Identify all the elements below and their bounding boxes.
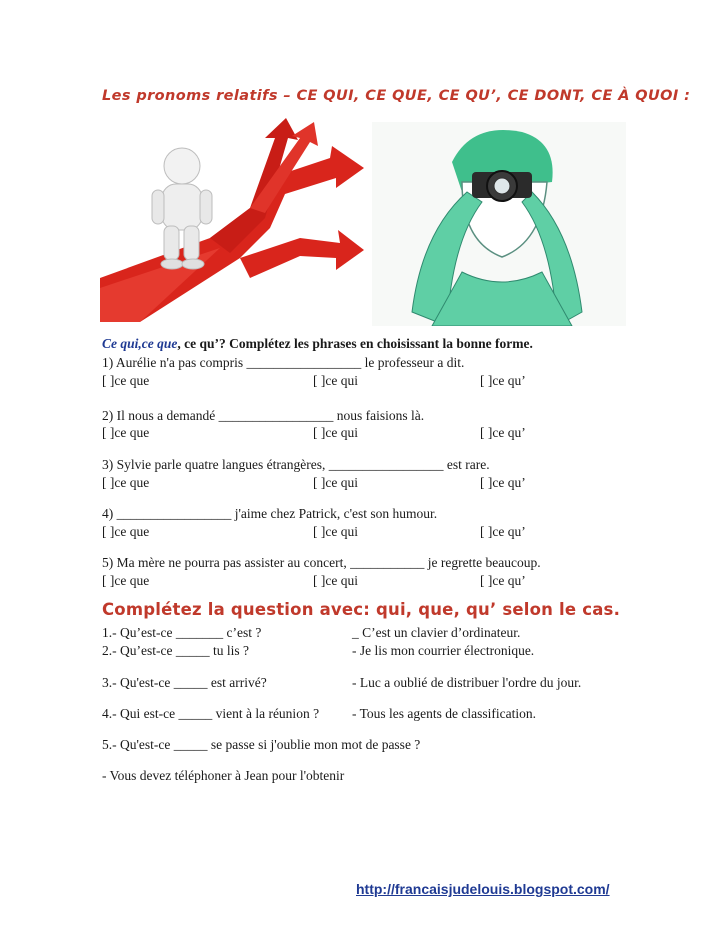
ex1-option[interactable]: [ ]ce qu’ — [480, 425, 526, 440]
ex2-question-4: 4.- Qui est-ce _____ vient à la réunion ? — [102, 706, 320, 721]
ex2-question-3: 3.- Qu'est-ce _____ est arrivé? — [102, 675, 267, 690]
section2-heading: Complétez la question avec: qui, que, qu’ selon le cas. — [102, 600, 621, 619]
ex1-option[interactable]: [ ]ce qui — [313, 475, 358, 490]
ex1-option[interactable]: [ ]ce que — [102, 573, 150, 588]
ex1-option[interactable]: [ ]ce que — [102, 475, 150, 490]
ex1-option[interactable]: [ ]ce qu’ — [480, 573, 526, 588]
ex2-answer-2: - Je lis mon courrier électronique. — [352, 643, 535, 658]
ex1-sentence-2: 2) Il nous a demandé _________________ nous faisions là. — [102, 408, 425, 423]
ex1-sentence-4: 4) _________________ j'aime chez Patrick, c'est son humour. — [102, 506, 438, 521]
ex2-question-1: 1.- Qu’est-ce _______ c’est ? — [102, 625, 262, 640]
footer-link[interactable]: http://francaisjudelouis.blogspot.com/ — [356, 881, 610, 897]
ex2-answer-1: _ C’est un clavier d’ordinateur. — [352, 625, 521, 640]
ex1-option[interactable]: [ ]ce qu’ — [480, 524, 526, 539]
ex1-option[interactable]: [ ]ce qui — [313, 373, 358, 388]
ex1-option[interactable]: [ ]ce qu’ — [480, 475, 526, 490]
instruction — [102, 336, 533, 352]
ex2-answer-3: - Luc a oublié de distribuer l'ordre du jour. — [352, 675, 582, 690]
arrows-illustration — [100, 118, 364, 322]
instruction-lead: Ce qui,ce que — [102, 336, 178, 351]
ex1-option[interactable]: [ ]ce qui — [313, 573, 358, 588]
ex2-answer-5: - Vous devez téléphoner à Jean pour l'obtenir — [102, 768, 345, 783]
instruction-rest: , ce qu’? Complétez les phrases en choisissant la bonne forme. — [177, 336, 533, 351]
page-title: Les pronoms relatifs – CE QUI, CE QUE, CE QU’, CE DONT, CE À QUOI : — [102, 88, 691, 104]
ex2-question-2: 2.- Qu’est-ce _____ tu lis ? — [102, 643, 249, 658]
ex1-sentence-1: 1) Aurélie n'a pas compris _________________ le professeur a dit. — [102, 355, 465, 370]
ex2-question-5: 5.- Qu'est-ce _____ se passe si j'oublie mon mot de passe ? — [102, 737, 421, 752]
ex1-option[interactable]: [ ]ce que — [102, 373, 150, 388]
ex1-option[interactable]: [ ]ce qu’ — [480, 373, 526, 388]
ex1-option[interactable]: [ ]ce que — [102, 524, 150, 539]
photographer-illustration — [372, 122, 626, 326]
ex1-sentence-3: 3) Sylvie parle quatre langues étrangères, _________________ est rare. — [102, 457, 490, 472]
ex1-option[interactable]: [ ]ce qui — [313, 425, 358, 440]
ex1-option[interactable]: [ ]ce que — [102, 425, 150, 440]
ex1-option[interactable]: [ ]ce qui — [313, 524, 358, 539]
ex1-sentence-5: 5) Ma mère ne pourra pas assister au concert, ___________ je regrette beaucoup. — [102, 555, 541, 570]
ex2-answer-4: - Tous les agents de classification. — [352, 706, 537, 721]
